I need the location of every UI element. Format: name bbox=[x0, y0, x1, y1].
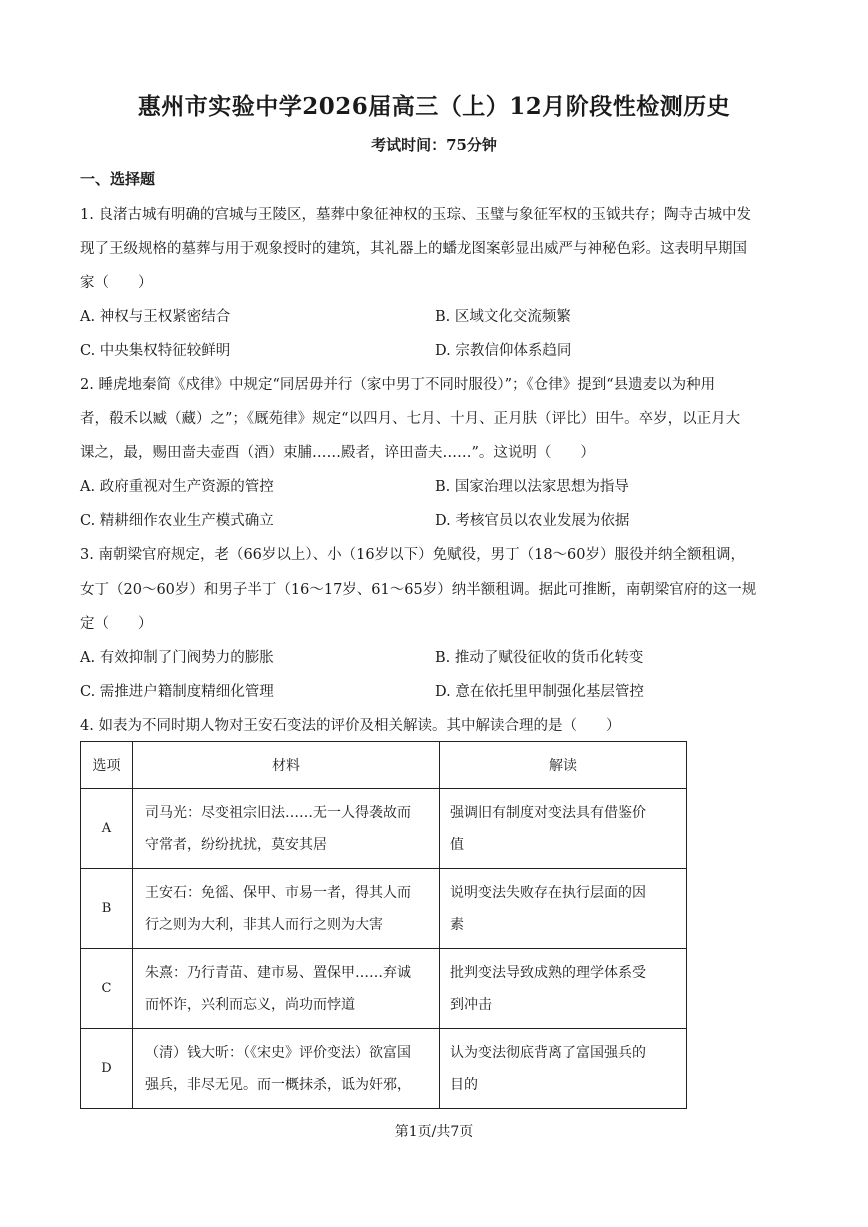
material-line: 行之则为大利，非其人而行之则为大害 bbox=[145, 916, 383, 933]
material-line: （清）钱大昕：（《宋史》评价变法）欲富国 bbox=[145, 1044, 411, 1061]
interpretation-line: 目的 bbox=[450, 1076, 478, 1093]
question-3-option-b: B. 推动了赋役征收的货币化转变 bbox=[435, 650, 644, 666]
question-2-option-a: A. 政府重视对生产资源的管控 bbox=[80, 479, 274, 495]
table-cell-option: D bbox=[81, 1029, 133, 1109]
material-line: 朱熹：乃行青苗、建市易、置保甲……弃诚 bbox=[145, 964, 411, 981]
question-3-option-c: C. 需推进户籍制度精细化管理 bbox=[80, 684, 274, 700]
page-title: 惠州市实验中学2026届高三（上）12月阶段性检测历史 bbox=[137, 93, 731, 120]
table-cell-interpretation bbox=[440, 949, 687, 1029]
question-2-line-1: 2. 睡虎地秦简《戍律》中规定“同居毋并行（家中男丁不同时服役）”；《仓律》提到“县遗麦以为种用 bbox=[80, 377, 716, 393]
table-cell-option: A bbox=[81, 789, 133, 869]
table-cell-option: C bbox=[81, 949, 133, 1029]
table-header-material: 材料 bbox=[133, 742, 440, 789]
table-cell-interpretation bbox=[440, 789, 687, 869]
table-cell-material bbox=[133, 869, 440, 949]
question-1-line-2: 现了王级规格的墓葬与用于观象授时的建筑，其礼器上的蟠龙图案彰显出威严与神秘色彩。这表明早期国 bbox=[80, 241, 747, 257]
table-cell-interpretation bbox=[440, 869, 687, 949]
table-cell-material bbox=[133, 789, 440, 869]
question-2-option-b: B. 国家治理以法家思想为指导 bbox=[435, 479, 629, 495]
exam-time: 考试时间：75分钟 bbox=[371, 136, 497, 154]
section-heading: 一、选择题 bbox=[80, 170, 156, 188]
table-cell-option: B bbox=[81, 869, 133, 949]
question-1-option-a: A. 神权与王权紧密结合 bbox=[80, 309, 231, 325]
material-line: 司马光：尽变祖宗旧法……无一人得袭故而 bbox=[145, 804, 411, 821]
table-header-option: 选项 bbox=[81, 742, 133, 789]
interpretation-line: 认为变法彻底背离了富国强兵的 bbox=[450, 1044, 646, 1061]
question-2-line-3: 课之，最，赐田啬夫壶酉（酒）束脯……殿者，谇田啬夫……”。这说明（ ） bbox=[80, 445, 595, 461]
table-cell-interpretation bbox=[440, 1029, 687, 1109]
table-row bbox=[81, 869, 687, 949]
question-3-option-d: D. 意在依托里甲制强化基层管控 bbox=[435, 684, 644, 700]
question-3-line-2: 女丁（20～60岁）和男子半丁（16～17岁、61～65岁）纳半额租调。据此可推断，南朝梁官府的这一规 bbox=[80, 582, 757, 598]
table-header-interpretation: 解读 bbox=[440, 742, 687, 789]
question-1-line-3: 家（ ） bbox=[80, 275, 153, 291]
table-row bbox=[81, 949, 687, 1029]
interpretation-line: 素 bbox=[450, 916, 464, 933]
question-1-option-c: C. 中央集权特征较鲜明 bbox=[80, 343, 231, 359]
question-1-line-1: 1. 良渚古城有明确的宫城与王陵区，墓葬中象征神权的玉琮、玉璧与象征军权的玉钺共存；陶寺古城中发 bbox=[80, 207, 751, 223]
question-4-line-1: 4. 如表为不同时期人物对王安石变法的评价及相关解读。其中解读合理的是（ ） bbox=[80, 718, 621, 734]
table-cell-material bbox=[133, 1029, 440, 1109]
question-3-line-3: 定（ ） bbox=[80, 616, 153, 632]
interpretation-line: 批判变法导致成熟的理学体系受 bbox=[450, 964, 646, 981]
question-2-option-d: D. 考核官员以农业发展为依据 bbox=[435, 513, 630, 529]
evaluation-table bbox=[80, 741, 687, 1109]
interpretation-line: 强调旧有制度对变法具有借鉴价 bbox=[450, 804, 646, 821]
question-3-option-a: A. 有效抑制了门阀势力的膨胀 bbox=[80, 650, 274, 666]
table-row bbox=[81, 789, 687, 869]
interpretation-line: 值 bbox=[450, 836, 464, 853]
question-1-option-d: D. 宗教信仰体系趋同 bbox=[435, 343, 572, 359]
interpretation-line: 说明变法失败存在执行层面的因 bbox=[450, 884, 646, 901]
question-1-option-b: B. 区域文化交流频繁 bbox=[435, 309, 571, 325]
page-number: 第1页/共7页 bbox=[394, 1124, 474, 1140]
table-row bbox=[81, 1029, 687, 1109]
material-line: 强兵，非尽无见。而一概抹杀，诋为奸邪， bbox=[145, 1076, 411, 1093]
table-cell-material bbox=[133, 949, 440, 1029]
interpretation-line: 到冲击 bbox=[450, 996, 492, 1013]
table-header-row bbox=[81, 742, 687, 789]
question-2-option-c: C. 精耕细作农业生产模式确立 bbox=[80, 513, 274, 529]
material-line: 王安石：免徭、保甲、市易一者，得其人而 bbox=[145, 884, 411, 901]
material-line: 守常者，纷纷扰扰，莫安其居 bbox=[145, 836, 327, 853]
question-3-line-1: 3. 南朝梁官府规定，老（66岁以上）、小（16岁以下）免赋役，男丁（18～60岁）服役并纳全额租调， bbox=[80, 547, 745, 563]
material-line: 而怀诈，兴利而忘义，尚功而悖道 bbox=[145, 996, 355, 1013]
question-2-line-2: 者，殽禾以臧（藏）之”；《厩苑律》规定“以四月、七月、十月、正月肤（评比）田牛。卒岁，以正月大 bbox=[80, 411, 741, 427]
